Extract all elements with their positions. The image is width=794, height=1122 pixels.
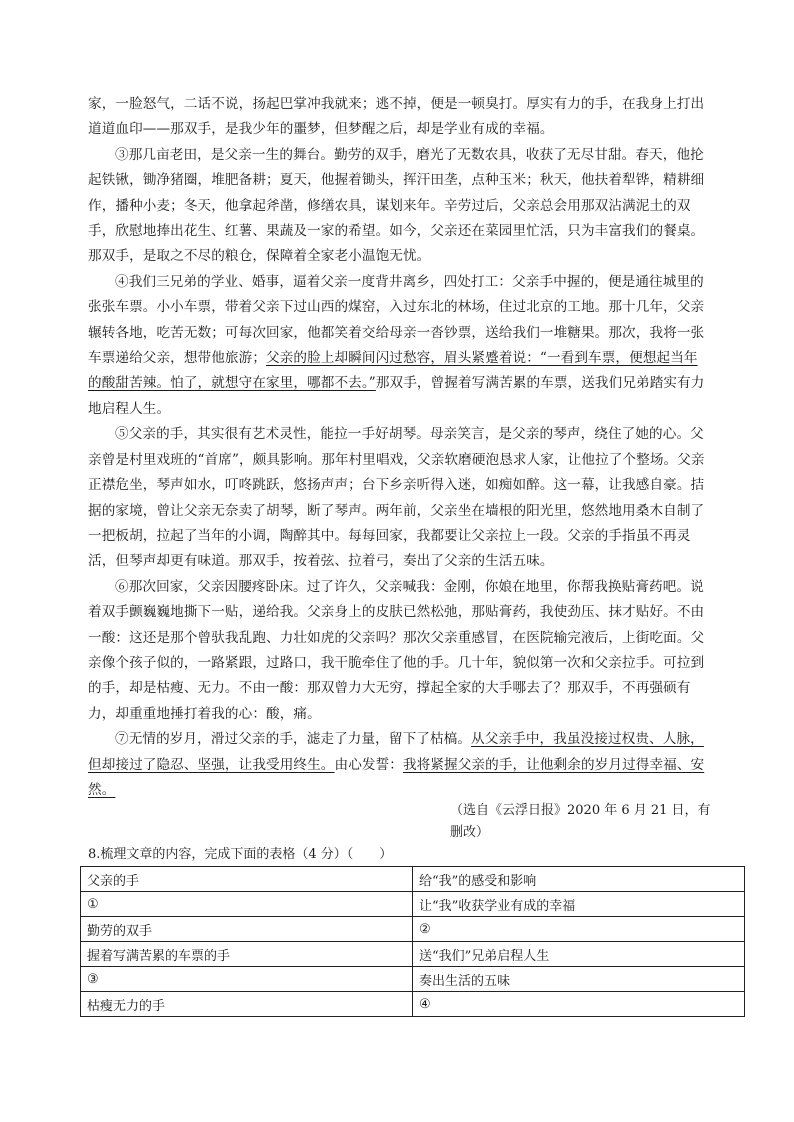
paragraph-text: ④我们三兄弟的学业、婚事，逼着父亲一度背井离乡，四处打工：父亲手中握的，便是通往城里的张张车票。小小车票，带着父亲下过山西的煤窑，入过东北的林场，住过北京的工地。那十几年，父亲辗转各地，吃苦无数；可每次回家，他都笑着交给母亲一沓钞票，送给我们一堆糖果。那次，我将一张车票递给父亲，想带他旅游； [88,273,705,367]
table-row [81,992,745,1017]
paragraph [88,270,706,422]
table-cell: 送“我们”兄弟启程人生 [413,942,745,967]
question-8: 8.梳理文章的内容，完成下面的表格（4 分）（ ） [88,847,393,862]
table-cell: 父亲的手 [81,867,413,892]
source-citation: （选自《云浮日报》2020 年 6 月 21 日，有删改） [450,803,711,840]
paragraph-text: ⑦无情的岁月，滑过父亲的手，滤走了力量，留下了枯槁。 [115,731,472,748]
paragraph-text: ⑥那次回家，父亲因腰疼卧床。过了许久，父亲喊我：金刚，你娘在地里，你帮我换贴膏药吧。说着双手颤巍巍地撕下一贴，递给我。父亲身上的皮肤已然松弛，那贴膏药，我使劲压、抹才贴好。不由一酸：这还是那个曾驮我乱跑、力壮如虎的父亲吗？那次父亲重感冒，在医院输完液后，上街吃面。父亲像个孩子似的，一路紧跟，过路口，我干脆牵住了他的手。几十年，貌似第一次和父亲拉手。可拉到的手，却是枯瘦、无力。不由一酸：那双曾力大无穷，撑起全家的大手哪去了？那双手，不再强硕有力，却重重地捶打着我的心：酸，痛。 [88,578,705,722]
table-cell: 给“我”的感受和影响 [413,867,745,892]
table-row [81,967,745,992]
article-body [88,92,706,803]
table-row [81,917,745,942]
table-cell: 握着写满苦累的车票的手 [81,942,413,967]
answer-table [80,866,745,1017]
underlined-text: 父亲的脸上却瞬间闪过愁容，眉头紧蹙着说：“一看到车票，便想起当年的酸甜苦辣。怕了，就想守在家里，哪都不去。” [88,350,698,392]
paragraph-text: 家，一脸怒气，二话不说，扬起巴掌冲我就来；逃不掉，便是一顿臭打。厚实有力的手，在我身上打出道道血印——那双手，是我少年的噩梦，但梦醒之后，却是学业有成的幸福。 [88,96,705,138]
paragraph [88,575,706,727]
table-header-row [81,867,745,892]
table-cell[interactable]: ④ [413,992,745,1017]
table-cell[interactable]: ① [81,892,413,917]
table-cell: 让“我”收获学业有成的幸福 [413,892,745,917]
paragraph [88,143,706,270]
paragraph [88,92,706,143]
paragraph [88,727,706,803]
table-cell[interactable]: ② [413,917,745,942]
paragraph-text: 由心发誓： [334,756,403,773]
paragraph [88,422,706,574]
underlined-text: 从父亲手中，我虽没接过权贵、人脉，但却接过了隐忍、坚强，让我受用终生。 [88,731,704,773]
table-cell[interactable]: ③ [81,967,413,992]
table-cell: 勤劳的双手 [81,917,413,942]
table-cell: 奏出生活的五味 [413,967,745,992]
paragraph-text: ⑤父亲的手，其实很有艺术灵性，能拉一手好胡琴。母亲笑言，是父亲的琴声，绕住了她的心。父亲曾是村里戏班的“首席”，颇具影响。那年村里唱戏，父亲软磨硬泡恳求人家，让他拉了个整场。父亲正襟危坐，琴声如水，叮咚跳跃，悠扬声声；台下乡亲听得入迷，如痴如醉。这一幕，让我感自豪。拮据的家境，曾让父亲无奈卖了胡琴，断了琴声。两年前，父亲坐在墙根的阳光里，悠然地用桑木自制了一把板胡，拉起了当年的小调，陶醉其中。每每回家，我都要让父亲拉上一段。父亲的手指虽不再灵活，但琴声却更有味道。那双手，按着弦、拉着弓，奏出了父亲的生活五味。 [88,426,705,570]
table-cell: 枯瘦无力的手 [81,992,413,1017]
table-row [81,942,745,967]
paragraph-text: 那双手，曾握着写满苦累的车票，送我们兄弟踏实有力地启程人生。 [88,375,705,417]
underlined-text: 我将紧握父亲的手，让他剩余的岁月过得幸福、安然。 [88,756,705,798]
table-row [81,892,745,917]
paragraph-text: ③那几亩老田，是父亲一生的舞台。勤劳的双手，磨光了无数农具，收获了无尽甘甜。春天，他抡起铁锹，锄净猪圈，堆肥备耕；夏天，他握着锄头，挥汗田垄，点种玉米；秋天，他扶着犁铧，精耕细作，播种小麦；冬天，他拿起斧凿，修缮农具，谋划来年。辛劳过后，父亲总会用那双沾满泥土的双手，欣慰地捧出花生、红薯、果蔬及一家的希望。如今，父亲还在菜园里忙活，只为丰富我们的餐桌。那双手，是取之不尽的粮仓，保障着全家老小温饱无忧。 [88,146,705,265]
